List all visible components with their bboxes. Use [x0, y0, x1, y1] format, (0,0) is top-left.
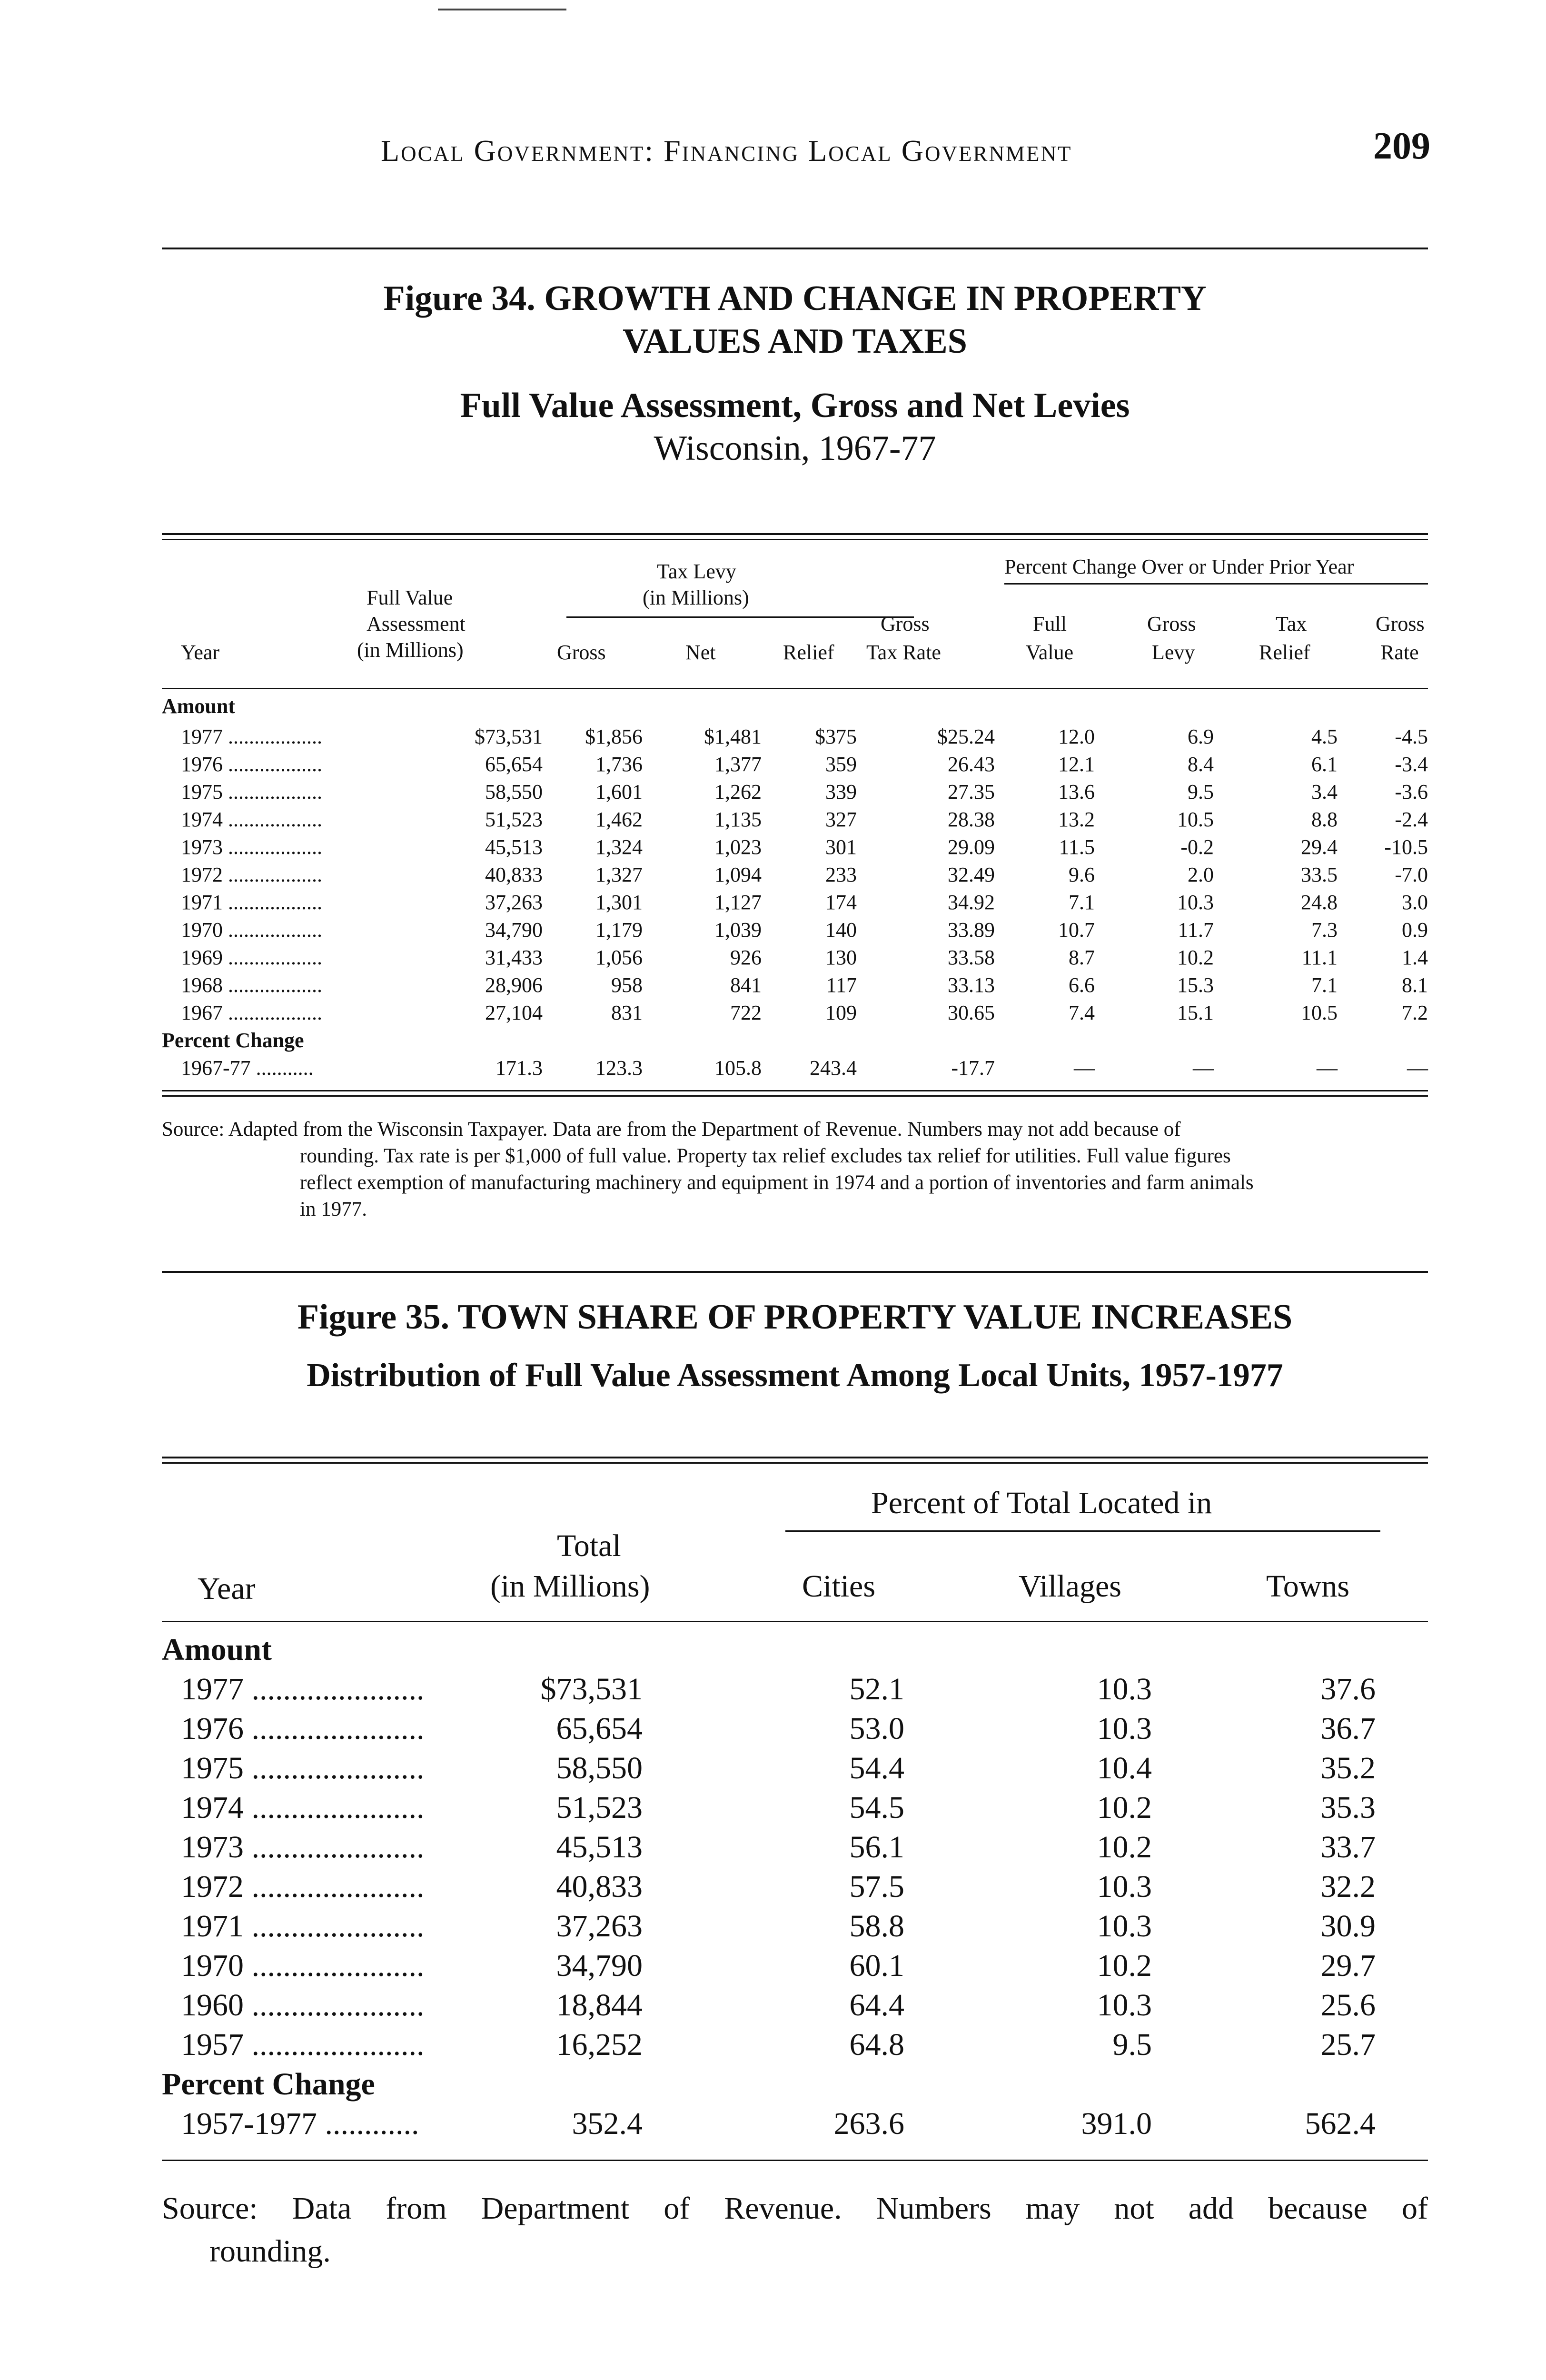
fig34-cell-pct-tax-relief: 11.1: [1301, 946, 1338, 969]
fig34-cell-pct-tax-relief: 6.1: [1311, 753, 1338, 776]
fig34-cell-pct-gross-rate: -2.4: [1395, 808, 1428, 831]
fig35-cell-cities: 58.8: [849, 1909, 904, 1944]
fig35-cell-villages: 391.0: [1081, 2106, 1152, 2141]
fig35-table-row: [162, 2027, 1428, 2066]
fig35-cell-cities: 54.4: [849, 1751, 904, 1785]
fig35-cell-towns: 562.4: [1305, 2106, 1376, 2141]
fig34-table: [162, 533, 1428, 1097]
fig34-cell-gross: $1,856: [585, 725, 643, 748]
fig35-cell-villages: 10.3: [1097, 1869, 1152, 1904]
fig34-table-row: [162, 780, 1428, 807]
fig35-table-row: [162, 1869, 1428, 1908]
fig34-cell-pct-tax-relief: 24.8: [1301, 891, 1338, 914]
fig34-h-ptr1: Tax: [1276, 612, 1307, 635]
top-margin-mark: [438, 9, 566, 10]
fig34-cell-gross-tax-rate: 32.49: [948, 863, 995, 886]
fig34-cell-pct-tax-relief: 4.5: [1311, 725, 1338, 748]
fig34-cell-pct-gross-rate: -4.5: [1395, 725, 1428, 748]
fig34-cell-pct-full-value: 9.6: [1069, 863, 1095, 886]
fig34-cell-gross: 831: [611, 1001, 643, 1024]
fig34-cell-year: 1967 ..................: [181, 1001, 322, 1024]
fig35-cell-villages: 10.4: [1097, 1751, 1152, 1785]
fig35-cell-year: 1970 ......................: [181, 1948, 425, 1983]
fig34-cell-pct-gross-levy: 2.0: [1188, 863, 1214, 886]
fig34-cell-relief: 359: [825, 753, 857, 776]
fig35-cell-towns: 32.2: [1320, 1869, 1376, 1904]
fig34-cell-gross-tax-rate: 29.09: [948, 835, 995, 859]
fig34-cell-gross: 1,736: [595, 753, 643, 776]
fig34-amount-label: Amount: [162, 694, 236, 718]
fig34-cell-gross-tax-rate: 33.13: [948, 973, 995, 997]
fig34-cell-pct-gross-rate: 0.9: [1402, 918, 1428, 942]
fig35-cell-cities: 60.1: [849, 1948, 904, 1983]
fig34-bottom-rule-2: [162, 1095, 1428, 1097]
fig34-source-line2: rounding. Tax rate is per $1,000 of full value. Property tax relief excludes tax relief for utilities. Full value figures: [300, 1145, 1231, 1167]
fig34-cell-gross-tax-rate: 30.65: [948, 1001, 995, 1024]
fig34-cell-pct-full-value: 12.1: [1058, 753, 1095, 776]
fig34-cell-full-value: 51,523: [485, 808, 543, 831]
fig34-cell-pct-full-value: 11.5: [1059, 835, 1095, 859]
fig34-h-pgl1: Gross: [1147, 612, 1196, 635]
fig34-cell-gross: 123.3: [595, 1056, 643, 1080]
fig34-cell-full-value: $73,531: [475, 725, 543, 748]
fig34-cell-year: 1975 ..................: [181, 780, 322, 803]
fig34-cell-gross: 1,056: [595, 946, 643, 969]
fig35-cell-villages: 10.3: [1097, 1672, 1152, 1706]
fig35-cell-year: 1977 ......................: [181, 1672, 425, 1706]
fig34-table-row: [162, 973, 1428, 1001]
fig34-cell-pct-full-value: 10.7: [1058, 918, 1095, 942]
fig35-cell-year: 1957 ......................: [181, 2027, 425, 2062]
fig35-cell-towns: 35.2: [1320, 1751, 1376, 1785]
fig34-cell-net: 105.8: [714, 1056, 762, 1080]
fig35-cell-cities: 64.8: [849, 2027, 904, 2062]
fig34-cell-full-value: 34,790: [485, 918, 543, 942]
fig34-cell-full-value: 65,654: [485, 753, 543, 776]
fig35-cell-total: $73,531: [540, 1672, 643, 1706]
fig34-pct-change-row: [162, 1056, 1428, 1083]
fig34-cell-full-value: 171.3: [496, 1056, 543, 1080]
fig34-cell-year: 1977 ..................: [181, 725, 322, 748]
fig35-table-row: [162, 1790, 1428, 1829]
fig35-cell-year: 1971 ......................: [181, 1909, 425, 1944]
fig34-source-line4: in 1977.: [300, 1198, 367, 1220]
fig34-cell-year: 1967-77 ...........: [181, 1056, 314, 1080]
fig35-h-year: Year: [198, 1571, 256, 1606]
fig34-h-taxlevy1: Tax Levy: [657, 560, 736, 583]
fig35-source-line2: rounding.: [209, 2234, 331, 2269]
fig34-cell-relief: 140: [825, 918, 857, 942]
section-rule: [162, 1271, 1428, 1273]
fig34-cell-gross: 1,179: [595, 918, 643, 942]
fig35-subtitle: Distribution of Full Value Assessment Among Local Units, 1957-1977: [307, 1357, 1283, 1394]
fig34-cell-year: 1968 ..................: [181, 973, 322, 997]
fig34-cell-net: 926: [730, 946, 762, 969]
fig34-h-fv1: Full Value: [367, 586, 453, 609]
running-head: Local Government: Financing Local Government: [381, 134, 1072, 168]
fig35-cell-villages: 10.3: [1097, 1711, 1152, 1746]
fig35-header: [162, 1464, 1428, 1621]
fig34-cell-gross: 1,327: [595, 863, 643, 886]
fig35-cell-cities: 56.1: [849, 1830, 904, 1864]
fig35-cell-year: 1960 ......................: [181, 1988, 425, 2023]
fig35-cell-towns: 25.7: [1320, 2027, 1376, 2062]
fig34-cell-full-value: 45,513: [485, 835, 543, 859]
fig34-cell-relief: 233: [825, 863, 857, 886]
fig34-cell-gross: 1,301: [595, 891, 643, 914]
fig35-cell-total: 34,790: [556, 1948, 643, 1983]
fig35-cell-year: 1976 ......................: [181, 1711, 425, 1746]
fig35-source: [162, 2187, 1428, 2273]
fig34-h-year: Year: [181, 641, 220, 664]
fig34-cell-pct-tax-relief: 3.4: [1311, 780, 1338, 803]
fig35-cell-villages: 10.3: [1097, 1909, 1152, 1944]
fig35-table-row: [162, 1829, 1428, 1869]
fig35-top-rule: [162, 1457, 1428, 1458]
fig35-table-row: [162, 1908, 1428, 1948]
fig35-h-cities: Cities: [802, 1569, 876, 1604]
fig34-cell-pct-tax-relief: 33.5: [1301, 863, 1338, 886]
fig34-cell-year: 1972 ..................: [181, 863, 322, 886]
fig35-cell-villages: 9.5: [1112, 2027, 1152, 2062]
fig34-cell-full-value: 31,433: [485, 946, 543, 969]
fig34-cell-full-value: 40,833: [485, 863, 543, 886]
fig34-cell-year: 1971 ..................: [181, 891, 322, 914]
fig35-cell-towns: 35.3: [1320, 1790, 1376, 1825]
fig34-table-row: [162, 752, 1428, 780]
fig34-cell-pct-gross-levy: 8.4: [1188, 753, 1214, 776]
fig34-cell-pct-gross-rate: —: [1407, 1056, 1428, 1080]
fig34-cell-pct-gross-levy: 10.5: [1177, 808, 1214, 831]
fig34-table-row: [162, 807, 1428, 835]
fig35-h-towns: Towns: [1266, 1569, 1350, 1604]
fig35-bottom-rule: [162, 2160, 1428, 2161]
fig35-pct-label: Percent Change: [162, 2067, 375, 2102]
fig34-h-pfv1: Full: [1033, 612, 1067, 635]
page-number: 209: [1373, 125, 1430, 167]
fig34-cell-gross-tax-rate: $25.24: [937, 725, 995, 748]
fig34-body: [162, 689, 1428, 1083]
fig35-cell-total: 58,550: [556, 1751, 643, 1785]
fig34-cell-full-value: 27,104: [485, 1001, 543, 1024]
fig34-pct-label: Percent Change: [162, 1029, 304, 1052]
fig34-cell-relief: 130: [825, 946, 857, 969]
fig34-table-row: [162, 890, 1428, 918]
fig34-cell-gross-tax-rate: 33.89: [948, 918, 995, 942]
fig34-table-row: [162, 863, 1428, 890]
fig34-source-line3: reflect exemption of manufacturing machinery and equipment in 1974 and a portion of inventories and farm animals: [300, 1171, 1254, 1194]
fig34-h-gross: Gross: [557, 641, 606, 664]
fig34-cell-pct-gross-rate: -7.0: [1395, 863, 1428, 886]
fig34-cell-gross: 1,324: [595, 835, 643, 859]
fig34-cell-year: 1973 ..................: [181, 835, 322, 859]
fig34-h-pgr2: Rate: [1380, 641, 1419, 664]
fig34-cell-net: 1,127: [714, 891, 762, 914]
fig34-h-fv2: Assessment: [367, 612, 466, 635]
fig34-h-ptr2: Relief: [1259, 641, 1310, 664]
fig34-cell-net: 1,377: [714, 753, 762, 776]
fig34-cell-net: $1,481: [704, 725, 762, 748]
fig35-cell-cities: 263.6: [833, 2106, 904, 2141]
fig35-cell-towns: 25.6: [1320, 1988, 1376, 2023]
fig35-cell-total: 51,523: [556, 1790, 643, 1825]
fig34-cell-pct-gross-levy: 10.2: [1177, 946, 1214, 969]
fig35-h-total2: (in Millions): [490, 1569, 650, 1604]
fig34-cell-pct-gross-rate: 1.4: [1402, 946, 1428, 969]
fig34-subtitle-line1: Full Value Assessment, Gross and Net Levies: [460, 386, 1130, 425]
fig35-cell-towns: 33.7: [1320, 1830, 1376, 1864]
fig34-cell-pct-full-value: 8.7: [1069, 946, 1095, 969]
fig34-cell-net: 1,135: [714, 808, 762, 831]
fig34-cell-pct-gross-levy: —: [1193, 1056, 1214, 1080]
fig35-h-total1: Total: [557, 1528, 621, 1563]
fig35-cell-villages: 10.2: [1097, 1790, 1152, 1825]
fig34-cell-pct-full-value: —: [1074, 1056, 1095, 1080]
fig34-cell-gross-tax-rate: 33.58: [948, 946, 995, 969]
fig34-h-pgr1: Gross: [1376, 612, 1425, 635]
fig35-cell-towns: 30.9: [1320, 1909, 1376, 1944]
fig34-h-pfv2: Value: [1026, 641, 1074, 664]
fig35-h-group: Percent of Total Located in: [871, 1486, 1212, 1520]
fig34-cell-pct-gross-levy: -0.2: [1180, 835, 1214, 859]
fig34-h-gtr2: Tax Rate: [866, 641, 941, 664]
fig34-cell-net: 841: [730, 973, 762, 997]
fig34-cell-gross-tax-rate: 28.38: [948, 808, 995, 831]
fig34-cell-pct-full-value: 7.4: [1069, 1001, 1095, 1024]
fig34-pctgroup-rule: [1004, 583, 1428, 585]
fig34-cell-gross-tax-rate: 26.43: [948, 753, 995, 776]
fig35-cell-towns: 29.7: [1320, 1948, 1376, 1983]
fig35-cell-total: 352.4: [572, 2106, 643, 2141]
fig34-cell-gross-tax-rate: 34.92: [948, 891, 995, 914]
fig34-cell-gross: 1,462: [595, 808, 643, 831]
fig34-cell-gross-tax-rate: 27.35: [948, 780, 995, 803]
fig34-h-fv3: (in Millions): [357, 638, 464, 662]
fig35-cell-towns: 36.7: [1320, 1711, 1376, 1746]
fig34-cell-pct-full-value: 13.2: [1058, 808, 1095, 831]
fig34-cell-relief: 243.4: [810, 1056, 857, 1080]
fig35-table-row: [162, 1948, 1428, 1987]
fig35-cell-cities: 57.5: [849, 1869, 904, 1904]
fig34-cell-pct-full-value: 7.1: [1069, 891, 1095, 914]
fig35-cell-total: 18,844: [556, 1988, 643, 2023]
fig34-top-rule: [162, 533, 1428, 535]
fig34-cell-pct-tax-relief: 8.8: [1311, 808, 1338, 831]
fig34-cell-pct-tax-relief: 29.4: [1301, 835, 1338, 859]
fig35-cell-cities: 52.1: [849, 1672, 904, 1706]
fig34-cell-year: 1969 ..................: [181, 946, 322, 969]
fig34-cell-pct-gross-rate: -3.6: [1395, 780, 1428, 803]
fig34-cell-year: 1974 ..................: [181, 808, 322, 831]
fig34-cell-pct-full-value: 13.6: [1058, 780, 1095, 803]
fig35-amount-label: Amount: [162, 1632, 272, 1667]
fig34-cell-pct-tax-relief: 7.1: [1311, 973, 1338, 997]
fig34-cell-relief: 109: [825, 1001, 857, 1024]
fig34-h-taxlevy2: (in Millions): [643, 586, 749, 609]
fig34-cell-full-value: 58,550: [485, 780, 543, 803]
fig35-body: [162, 1622, 1428, 2145]
fig35-cell-cities: 64.4: [849, 1988, 904, 2023]
fig35-pct-change-row: [162, 2106, 1428, 2145]
fig34-cell-relief: $375: [815, 725, 857, 748]
fig35-table-row: [162, 1987, 1428, 2027]
fig34-table-row: [162, 1001, 1428, 1028]
fig34-header: [162, 540, 1428, 688]
fig34-cell-full-value: 37,263: [485, 891, 543, 914]
fig35-cell-total: 16,252: [556, 2027, 643, 2062]
fig34-source: [162, 1116, 1428, 1223]
fig34-cell-pct-gross-levy: 10.3: [1177, 891, 1214, 914]
fig34-cell-pct-tax-relief: 7.3: [1311, 918, 1338, 942]
fig34-cell-pct-gross-rate: -3.4: [1395, 753, 1428, 776]
fig34-cell-year: 1970 ..................: [181, 918, 322, 942]
fig35-source-line1: Source: Data from Department of Revenue. Numbers may not add because of: [162, 2191, 1428, 2226]
fig34-h-pctgroup: Percent Change Over or Under Prior Year: [1004, 555, 1354, 578]
fig34-table-row: [162, 724, 1428, 752]
fig35-cell-total: 65,654: [556, 1711, 643, 1746]
fig34-cell-net: 1,039: [714, 918, 762, 942]
fig34-cell-gross: 1,601: [595, 780, 643, 803]
fig34-subtitle-line2: Wisconsin, 1967-77: [654, 429, 936, 468]
fig34-cell-net: 1,094: [714, 863, 762, 886]
fig34-cell-gross-tax-rate: -17.7: [951, 1056, 995, 1080]
fig35-cell-year: 1975 ......................: [181, 1751, 425, 1785]
header-rule: [162, 248, 1428, 249]
fig34-cell-year: 1976 ..................: [181, 753, 322, 776]
fig34-cell-pct-tax-relief: 10.5: [1301, 1001, 1338, 1024]
fig35-h-villages: Villages: [1019, 1569, 1121, 1604]
fig34-table-row: [162, 835, 1428, 863]
fig34-source-line1: Source: Adapted from the Wisconsin Taxpayer. Data are from the Department of Revenue. Numbers may not add because of: [162, 1118, 1181, 1140]
fig35-cell-cities: 53.0: [849, 1711, 904, 1746]
fig35-cell-year: 1974 ......................: [181, 1790, 425, 1825]
fig35-title: Figure 35. TOWN SHARE OF PROPERTY VALUE INCREASES: [297, 1298, 1293, 1337]
fig34-cell-pct-gross-levy: 15.3: [1177, 973, 1214, 997]
fig35-cell-cities: 54.5: [849, 1790, 904, 1825]
fig34-cell-pct-full-value: 6.6: [1069, 973, 1095, 997]
fig34-h-gtr1: Gross: [881, 612, 930, 635]
fig34-cell-relief: 327: [825, 808, 857, 831]
fig35-cell-towns: 37.6: [1320, 1672, 1376, 1706]
fig34-h-net: Net: [685, 641, 716, 664]
fig34-h-pgl2: Levy: [1152, 641, 1195, 664]
fig35-cell-year: 1972 ......................: [181, 1869, 425, 1904]
fig34-cell-net: 722: [730, 1001, 762, 1024]
fig34-cell-pct-gross-rate: 3.0: [1402, 891, 1428, 914]
fig35-cell-villages: 10.3: [1097, 1988, 1152, 2023]
fig34-cell-gross: 958: [611, 973, 643, 997]
fig35-cell-total: 45,513: [556, 1830, 643, 1864]
fig35-table-row: [162, 1671, 1428, 1711]
fig34-cell-pct-gross-levy: 11.7: [1178, 918, 1214, 942]
fig35-table-row: [162, 1711, 1428, 1750]
fig35-cell-total: 40,833: [556, 1869, 643, 1904]
fig35-cell-villages: 10.2: [1097, 1830, 1152, 1864]
fig35-group-rule: [785, 1530, 1380, 1532]
fig35-table: [162, 1457, 1428, 2161]
fig34-cell-pct-gross-levy: 9.5: [1188, 780, 1214, 803]
fig34-h-relief: Relief: [783, 641, 834, 664]
fig34-cell-pct-tax-relief: —: [1317, 1056, 1338, 1080]
fig34-title-line1: Figure 34. GROWTH AND CHANGE IN PROPERTY: [383, 279, 1207, 318]
fig35-cell-year: 1957-1977 ............: [181, 2106, 419, 2141]
fig34-cell-pct-gross-rate: 8.1: [1402, 973, 1428, 997]
fig35-cell-villages: 10.2: [1097, 1948, 1152, 1983]
fig34-cell-pct-gross-levy: 6.9: [1188, 725, 1214, 748]
fig35-table-row: [162, 1750, 1428, 1790]
fig34-table-row: [162, 918, 1428, 945]
fig34-cell-net: 1,023: [714, 835, 762, 859]
fig34-cell-relief: 339: [825, 780, 857, 803]
fig35-cell-total: 37,263: [556, 1909, 643, 1944]
fig34-cell-relief: 117: [826, 973, 857, 997]
fig34-cell-pct-gross-rate: 7.2: [1402, 1001, 1428, 1024]
fig34-cell-relief: 174: [825, 891, 857, 914]
fig34-cell-full-value: 28,906: [485, 973, 543, 997]
fig35-cell-year: 1973 ......................: [181, 1830, 425, 1864]
fig34-table-row: [162, 945, 1428, 973]
fig34-taxlevy-rule: [566, 616, 914, 618]
fig34-cell-relief: 301: [825, 835, 857, 859]
fig34-cell-pct-full-value: 12.0: [1058, 725, 1095, 748]
fig34-cell-pct-gross-levy: 15.1: [1177, 1001, 1214, 1024]
fig34-title-line2: VALUES AND TAXES: [623, 322, 967, 361]
fig34-cell-pct-gross-rate: -10.5: [1384, 835, 1428, 859]
fig34-cell-net: 1,262: [714, 780, 762, 803]
fig34-bottom-rule: [162, 1090, 1428, 1091]
